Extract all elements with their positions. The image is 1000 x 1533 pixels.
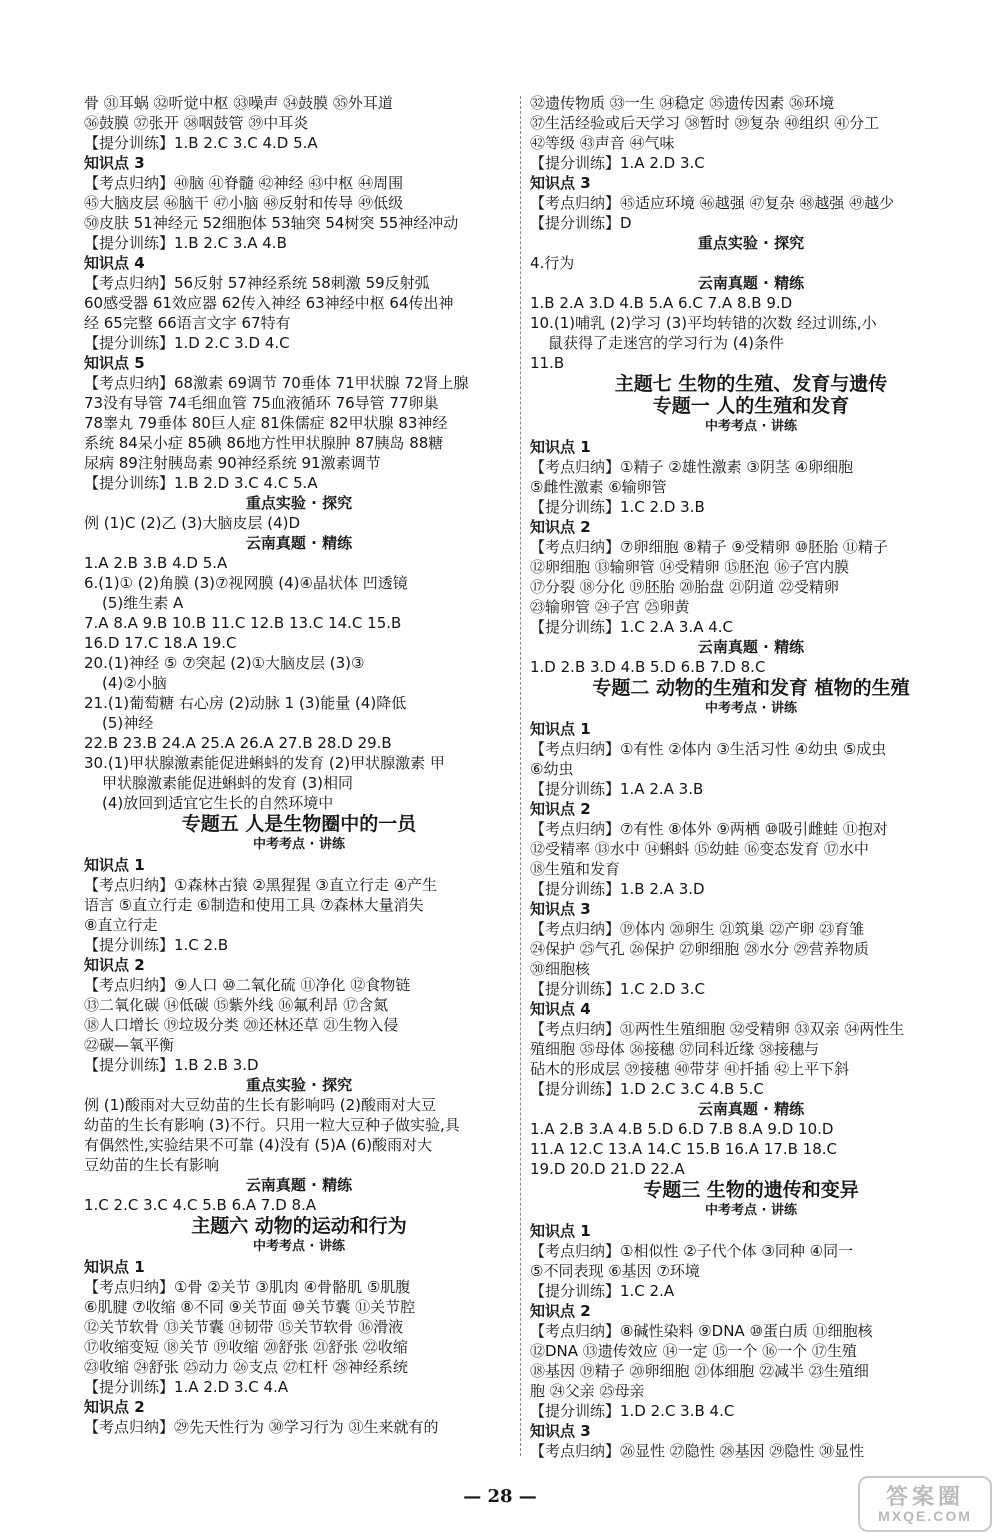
- answer-line: ⑰收缩变短 ⑱关节 ⑲收缩 ⑳舒张 ㉑舒张 ㉒收缩: [84, 1338, 408, 1356]
- answer-line: 【考点归纳】①相似性 ②子代个体 ③同种 ④同一: [530, 1242, 854, 1260]
- answer-line: ⑱生殖和发育: [530, 860, 621, 878]
- topic-subtitle: 中考考点 · 讲练: [253, 1239, 345, 1254]
- answer-line: (5)神经: [102, 714, 154, 732]
- answer-line: 78睾丸 79垂体 80巨人症 81侏儒症 82甲状腺 83神经: [84, 414, 448, 432]
- watermark-main: 答案圈: [885, 1484, 964, 1509]
- answer-line: 【提分训练】1.B 2.D 3.C 4.C 5.A: [84, 474, 318, 492]
- answer-line: 【考点归纳】⑨人口 ⑩二氧化硫 ⑪净化 ⑫食物链: [84, 976, 411, 994]
- topic-subtitle: 中考考点 · 讲练: [253, 837, 345, 852]
- answer-line: 6.(1)① (2)角膜 (3)⑦视网膜 (4)④晶状体 凹透镜: [84, 574, 408, 592]
- answer-line: 【提分训练】1.B 2.B 3.D: [84, 1056, 259, 1074]
- answer-line: ⑫DNA ⑬遗传效应 ⑭一定 ⑮一个 ⑯一个 ⑰生殖: [530, 1342, 857, 1360]
- section-heading: 知识点 4: [84, 254, 145, 272]
- answer-line: 【考点归纳】①森林古猿 ②黑猩猩 ③直立行走 ④产生: [84, 876, 438, 894]
- answer-line: 【提分训练】1.A 2.D 3.C 4.A: [84, 1378, 289, 1396]
- answer-line: ㊲生活经验或后天学习 ㊳暂时 ㊴复杂 ㊵组织 ㊶分工: [530, 114, 880, 132]
- answer-line: 【考点归纳】㉖显性 ㉗隐性 ㉘基因 ㉙隐性 ㉚显性: [530, 1442, 865, 1460]
- answer-line: 73没有导管 74毛细血管 75血液循环 76导管 77卵巢: [84, 394, 439, 412]
- topic-title: 专题三 生物的遗传和变异: [643, 1179, 859, 1201]
- subsection-heading: 重点实验 · 探究: [245, 494, 353, 512]
- answer-line: 21.(1)葡萄糖 右心房 (2)动脉 1 (3)能量 (4)降低: [84, 694, 407, 712]
- answer-line: 【提分训练】1.D 2.C 3.B 4.C: [530, 1402, 735, 1420]
- answer-line: 【提分训练】1.B 2.A 3.D: [530, 880, 705, 898]
- subsection-heading: 云南真题 · 精练: [245, 534, 353, 552]
- answer-line: 10.(1)哺乳 (2)学习 (3)平均转错的次数 经过训练,小: [530, 314, 877, 332]
- subsection-heading: 云南真题 · 精练: [697, 274, 805, 292]
- answer-line: 1.A 2.B 3.A 4.B 5.D 6.D 7.B 8.A 9.D 10.D: [530, 1120, 834, 1138]
- section-heading: 知识点 2: [530, 800, 591, 818]
- answer-line: 1.B 2.A 3.D 4.B 5.A 6.C 7.A 8.B 9.D: [530, 294, 793, 312]
- answer-line: 【提分训练】1.A 2.D 3.C: [530, 154, 705, 172]
- answer-line: ㉓收缩 ㉔舒张 ㉕动力 ㉖支点 ㉗杠杆 ㉘神经系统: [84, 1358, 408, 1376]
- answer-line: ⑰分裂 ⑱分化 ⑲胚胎 ⑳胎盘 ㉑阴道 ㉒受精卵: [530, 578, 839, 596]
- answer-line: ㉜遗传物质 ㉝一生 ㉞稳定 ㉟遗传因素 ㊱环境: [530, 94, 835, 112]
- answer-line: 11.A 12.C 13.A 14.C 15.B 16.A 17.B 18.C: [530, 1140, 838, 1158]
- answer-line: 【提分训练】1.C 2.D 3.C: [530, 980, 705, 998]
- answer-line: 22.B 23.B 24.A 25.A 26.A 27.B 28.D 29.B: [84, 734, 392, 752]
- answer-line: 【提分训练】1.C 2.A: [530, 1282, 675, 1300]
- answer-line: 7.A 8.A 9.B 10.B 11.C 12.B 13.C 14.C 15.B: [84, 614, 402, 632]
- answer-line: ㉔保护 ㉕气孔 ㉖保护 ㉗卵细胞 ㉘水分 ㉙营养物质: [530, 940, 869, 958]
- section-heading: 知识点 3: [530, 174, 591, 192]
- subsection-heading: 重点实验 · 探究: [245, 1076, 353, 1094]
- answer-line: 幼苗的生长有影响 (3)不行。只用一粒大豆种子做实验,具: [84, 1116, 460, 1134]
- section-heading: 知识点 1: [84, 1258, 145, 1276]
- answer-line: 【考点归纳】⑧碱性染料 ⑨DNA ⑩蛋白质 ⑪细胞核: [530, 1322, 873, 1340]
- right-column: [530, 93, 972, 1461]
- answer-line: 19.D 20.D 21.D 22.A: [530, 1160, 685, 1178]
- topic-title: 专题二 动物的生殖和发育 植物的生殖: [592, 677, 910, 699]
- answer-line: ⑬二氧化碳 ⑭低碳 ⑮紫外线 ⑯氟利昂 ⑰含氮: [84, 996, 389, 1014]
- answer-line: 尿病 89注射胰岛素 90神经系统 91激素调节: [84, 454, 381, 472]
- answer-line: 【考点归纳】68激素 69调节 70垂体 71甲状腺 72肾上腺: [84, 374, 469, 392]
- topic-title: 主题六 动物的运动和行为: [191, 1215, 407, 1237]
- answer-line: 【考点归纳】①骨 ②关节 ③肌肉 ④骨骼肌 ⑤肌腹: [84, 1278, 411, 1296]
- answer-line: 1.C 2.C 3.C 4.C 5.B 6.A 7.D 8.A: [84, 1196, 317, 1214]
- answer-line: 【提分训练】1.C 2.B: [84, 936, 229, 954]
- answer-line: ㊱鼓膜 ㊲张开 ㊳咽鼓管 ㊴中耳炎: [84, 114, 309, 132]
- topic-title: 专题五 人是生物圈中的一员: [181, 813, 417, 835]
- answer-line: 骨 ㉛耳蜗 ㉜听觉中枢 ㉝噪声 ㉞鼓膜 ㉟外耳道: [84, 94, 393, 112]
- answer-line: 11.B: [530, 354, 565, 372]
- answer-line: 鼠获得了走迷宫的学习行为 (4)条件: [548, 334, 785, 352]
- section-heading: 知识点 1: [530, 720, 591, 738]
- left-column: [84, 93, 514, 1437]
- answer-line: 殖细胞 ㉟母体 ㊱接穗 ㊲同科近缘 ㊳接穗与: [530, 1040, 820, 1058]
- answer-line: 【考点归纳】㊺适应环境 ㊻越强 ㊼复杂 ㊽越强 ㊾越少: [530, 194, 895, 212]
- answer-line: ⑱基因 ⑲精子 ⑳卵细胞 ㉑体细胞 ㉒减半 ㉓生殖细: [530, 1362, 869, 1380]
- answer-line: 系统 84呆小症 85碘 86地方性甲状腺肿 87胰岛 88糖: [84, 434, 444, 452]
- answer-line: 20.(1)神经 ⑤ ⑦突起 (2)①大脑皮层 (3)③: [84, 654, 365, 672]
- section-heading: 知识点 2: [84, 1398, 145, 1416]
- section-heading: 知识点 3: [530, 900, 591, 918]
- answer-line: 【考点归纳】⑦有性 ⑧体外 ⑨两栖 ⑩吸引雌蛙 ⑪抱对: [530, 820, 888, 838]
- answer-line: 【提分训练】1.A 2.A 3.B: [530, 780, 704, 798]
- section-heading: 知识点 5: [84, 354, 145, 372]
- answer-line: ⑫受精率 ⑬水中 ⑭蝌蚪 ⑮幼蛙 ⑯变态发育 ⑰水中: [530, 840, 869, 858]
- section-heading: 知识点 3: [84, 154, 145, 172]
- answer-line: (4)放回到适宜它生长的自然环境中: [102, 794, 334, 812]
- answer-line: 【提分训练】1.D 2.C 3.C 4.B 5.C: [530, 1080, 764, 1098]
- answer-line: ⑤雌性激素 ⑥输卵管: [530, 478, 667, 496]
- answer-line: 1.D 2.B 3.D 4.B 5.D 6.B 7.D 8.C: [530, 658, 766, 676]
- answer-line: 经 65完整 66语言文字 67特有: [84, 314, 291, 332]
- answer-line: ⑱人口增长 ⑲垃圾分类 ⑳还林还草 ㉑生物入侵: [84, 1016, 399, 1034]
- answer-line: 有偶然性,实验结果不可靠 (4)没有 (5)A (6)酸雨对大: [84, 1136, 433, 1154]
- section-heading: 知识点 1: [530, 1222, 591, 1240]
- answer-line: 【考点归纳】㉙先天性行为 ㉚学习行为 ㉛生来就有的: [84, 1418, 439, 1436]
- topic-subtitle: 中考考点 · 讲练: [705, 1203, 797, 1218]
- answer-line: ⑥幼虫: [530, 760, 574, 778]
- section-heading: 知识点 1: [530, 438, 591, 456]
- answer-line: 【考点归纳】㉛两性生殖细胞 ㉜受精卵 ㉝双亲 ㉞两性生: [530, 1020, 905, 1038]
- answer-line: 【考点归纳】⑦卵细胞 ⑧精子 ⑨受精卵 ⑩胚胎 ⑪精子: [530, 538, 888, 556]
- section-heading: 知识点 4: [530, 1000, 591, 1018]
- subsection-heading: 重点实验 · 探究: [697, 234, 805, 252]
- answer-line: (5)维生素 A: [102, 594, 184, 612]
- answer-line: 【提分训练】1.B 2.C 3.A 4.B: [84, 234, 287, 252]
- answer-line: 【考点归纳】①有性 ②体内 ③生活习性 ④幼虫 ⑤成虫: [530, 740, 887, 758]
- watermark-sub: MXQE.COM: [878, 1508, 972, 1524]
- section-heading: 知识点 2: [530, 1302, 591, 1320]
- answer-line: 【提分训练】1.B 2.C 3.C 4.D 5.A: [84, 134, 318, 152]
- topic-subtitle: 中考考点 · 讲练: [705, 419, 797, 434]
- answer-line: 例 (1)C (2)乙 (3)大脑皮层 (4)D: [84, 514, 301, 532]
- answer-line: 16.D 17.C 18.A 19.C: [84, 634, 237, 652]
- answer-line: 【考点归纳】⑲体内 ⑳卵生 ㉑筑巢 ㉒产卵 ㉓育雏: [530, 920, 865, 938]
- answer-line: 【考点归纳】①精子 ②雄性激素 ③阴茎 ④卵细胞: [530, 458, 854, 476]
- answer-line: 【提分训练】D: [530, 214, 632, 232]
- topic-title: 主题七 生物的生殖、发育与遗传: [614, 373, 888, 395]
- answer-line: ⑫卵细胞 ⑬输卵管 ⑭受精卵 ⑮胚泡 ⑯子宫内膜: [530, 558, 850, 576]
- answer-line: (4)②小脑: [102, 674, 167, 692]
- page-number: — 28 —: [463, 1486, 537, 1507]
- section-heading: 知识点 3: [530, 1422, 591, 1440]
- answer-line: 例 (1)酸雨对大豆幼苗的生长有影响吗 (2)酸雨对大豆: [84, 1096, 437, 1114]
- answer-line: 【提分训练】1.C 2.A 3.A 4.C: [530, 618, 734, 636]
- answer-line: ⑤不同表现 ⑥基因 ⑦环境: [530, 1262, 700, 1280]
- answer-line: 60感受器 61效应器 62传入神经 63神经中枢 64传出神: [84, 294, 454, 312]
- column-divider: [520, 96, 521, 1456]
- subsection-heading: 云南真题 · 精练: [697, 638, 805, 656]
- answer-line: 4.行为: [530, 254, 575, 272]
- section-heading: 知识点 2: [84, 956, 145, 974]
- answer-line: ㊺大脑皮层 ㊻脑干 ㊼小脑 ㊽反射和传导 ㊾低级: [84, 194, 404, 212]
- answer-line: 甲状腺激素能促进蝌蚪的发育 (3)相同: [102, 774, 354, 792]
- answer-line: ⑫关节软骨 ⑬关节囊 ⑭韧带 ⑮关节软骨 ⑯滑液: [84, 1318, 404, 1336]
- answer-line: 【考点归纳】56反射 57神经系统 58刺激 59反射弧: [84, 274, 430, 292]
- answer-line: 【提分训练】1.D 2.C 3.D 4.C: [84, 334, 290, 352]
- subsection-heading: 云南真题 · 精练: [697, 1100, 805, 1118]
- answer-line: 砧木的形成层 ㊴接穗 ㊵带芽 ㊶扦插 ㊷上平下斜: [530, 1060, 850, 1078]
- answer-line: 【考点归纳】㊵脑 ㊶脊髓 ㊷神经 ㊸中枢 ㊹周围: [84, 174, 404, 192]
- answer-line: ⑧直立行走: [84, 916, 158, 934]
- subsection-heading: 云南真题 · 精练: [245, 1176, 353, 1194]
- answer-line: 30.(1)甲状腺激素能促进蝌蚪的发育 (2)甲状腺激素 甲: [84, 754, 445, 772]
- topic-title: 专题一 人的生殖和发育: [652, 395, 850, 417]
- answer-line: ㉒碳—氧平衡: [84, 1036, 175, 1054]
- answer-line: ㊷等级 ㊸声音 ㊹气味: [530, 134, 675, 152]
- answer-line: 【提分训练】1.C 2.D 3.B: [530, 498, 705, 516]
- answer-line: ⑥肌腱 ⑦收缩 ⑧不同 ⑨关节面 ⑩关节囊 ⑪关节腔: [84, 1298, 416, 1316]
- section-heading: 知识点 1: [84, 856, 145, 874]
- answer-line: ㉓输卵管 ㉔子宫 ㉕卵黄: [530, 598, 690, 616]
- answer-line: 豆幼苗的生长有影响: [84, 1156, 220, 1174]
- section-heading: 知识点 2: [530, 518, 591, 536]
- answer-line: 语言 ⑤直立行走 ⑥制造和使用工具 ⑦森林大量消失: [84, 896, 424, 914]
- answer-line: 1.A 2.B 3.B 4.D 5.A: [84, 554, 228, 572]
- answer-line: ㉚细胞核: [530, 960, 591, 978]
- watermark-logo: [858, 1476, 992, 1532]
- topic-subtitle: 中考考点 · 讲练: [705, 701, 797, 716]
- answer-line: ㊿皮肤 51神经元 52细胞体 53轴突 54树突 55神经冲动: [84, 214, 459, 232]
- answer-line: 胞 ㉔父亲 ㉕母亲: [530, 1382, 645, 1400]
